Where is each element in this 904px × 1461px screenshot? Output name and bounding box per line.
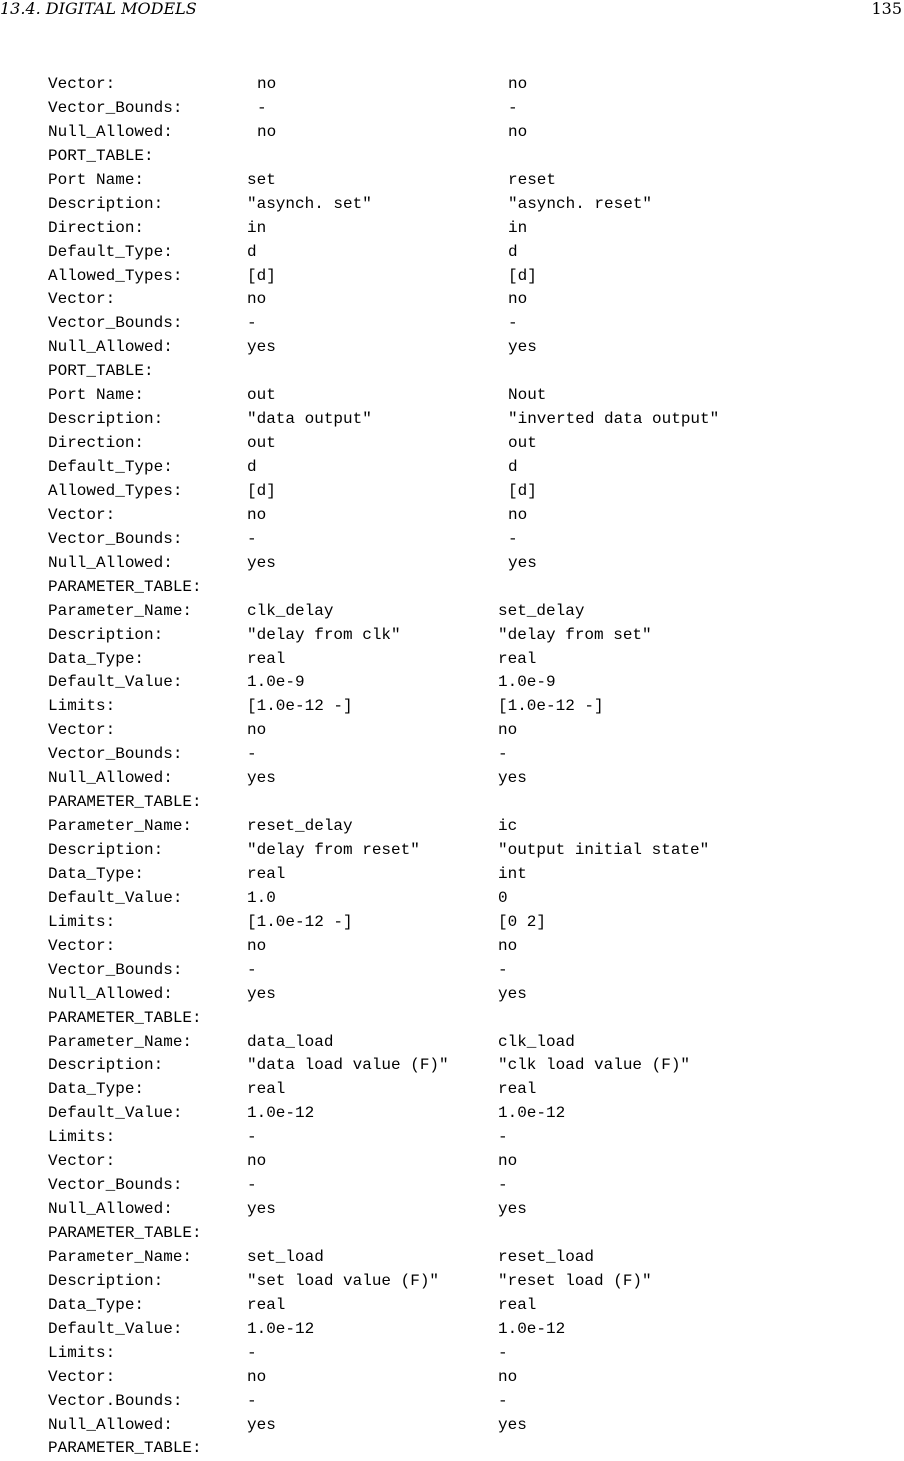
listing-line	[48, 1246, 898, 1270]
field-value-second: ic	[498, 817, 518, 836]
field-key: Vector:	[48, 505, 116, 524]
field-key: PORT_TABLE:	[48, 146, 154, 165]
listing-line	[48, 743, 898, 767]
field-key: Data_Type:	[48, 864, 145, 883]
listing-line	[48, 1007, 898, 1031]
field-key: Null_Allowed:	[48, 984, 173, 1003]
field-key: Vector:	[48, 1367, 116, 1386]
listing-line	[48, 504, 898, 528]
listing-line	[48, 624, 898, 648]
page-number: 135	[871, 0, 902, 18]
field-key: PARAMETER_TABLE:	[48, 577, 202, 596]
listing-line	[48, 241, 898, 265]
field-value-second: yes	[498, 984, 527, 1003]
field-value-first: [1.0e-12 -]	[247, 697, 353, 716]
field-value-second: Nout	[508, 386, 547, 405]
listing-line	[48, 1150, 898, 1174]
listing-line	[48, 288, 898, 312]
listing-line	[48, 408, 898, 432]
field-value-first: 1.0e-12	[247, 1104, 315, 1123]
field-key: PARAMETER_TABLE:	[48, 1439, 202, 1458]
field-value-first: -	[247, 1176, 257, 1195]
field-value-second: no	[508, 75, 528, 93]
field-value-second: "reset load (F)"	[498, 1271, 652, 1290]
listing-line	[48, 959, 898, 983]
field-key: Vector:	[48, 75, 116, 93]
field-key: Limits:	[48, 1343, 116, 1362]
field-value-second: no	[498, 936, 518, 955]
field-value-second: 1.0e-12	[498, 1319, 566, 1338]
field-value-second: no	[498, 1152, 518, 1171]
listing-line	[48, 576, 898, 600]
field-value-second: "output initial state"	[498, 841, 710, 859]
field-key: Data_Type:	[48, 649, 145, 668]
field-value-first: no	[247, 936, 267, 955]
field-value-second: -	[498, 1176, 508, 1195]
field-value-second: yes	[498, 1200, 527, 1219]
listing-line	[48, 1342, 898, 1366]
field-value-second: -	[508, 529, 518, 548]
field-value-second: "asynch. reset"	[508, 194, 653, 213]
field-value-first: no	[247, 290, 267, 309]
listing-line	[48, 767, 898, 791]
field-value-first: clk_delay	[247, 601, 334, 620]
field-value-second: [0 2]	[498, 912, 547, 931]
field-value-first: 1.0	[247, 888, 276, 907]
field-value-second: 1.0e-12	[498, 1104, 566, 1123]
listing-line	[48, 863, 898, 887]
field-key: Parameter_Name:	[48, 817, 193, 836]
field-key: Default_Type:	[48, 458, 173, 476]
field-value-first: reset_delay	[247, 817, 353, 836]
field-value-second: no	[508, 505, 528, 524]
field-value-second: set_delay	[498, 601, 585, 620]
field-value-second: d	[508, 242, 518, 261]
field-value-first: "data load value (F)"	[247, 1056, 449, 1075]
field-key: Default_Value:	[48, 888, 183, 907]
listing-line	[48, 1198, 898, 1222]
field-value-first: no	[257, 75, 277, 93]
listing-line	[48, 1414, 898, 1438]
field-value-first: no	[257, 122, 277, 141]
field-value-second: no	[508, 290, 528, 309]
field-value-first: -	[247, 1343, 257, 1362]
field-value-first: [d]	[247, 481, 276, 500]
field-key: Port Name:	[48, 386, 145, 405]
field-value-first: -	[247, 1128, 257, 1147]
field-value-first: -	[247, 314, 257, 333]
listing-line	[48, 935, 898, 959]
field-key: PARAMETER_TABLE:	[48, 1008, 202, 1027]
field-value-second: yes	[498, 769, 527, 788]
listing-line	[48, 983, 898, 1007]
field-key: Vector_Bounds:	[48, 314, 183, 333]
field-value-first: yes	[247, 1415, 276, 1434]
field-value-second: in	[508, 218, 528, 237]
field-value-second: 1.0e-9	[498, 673, 556, 692]
field-key: Default_Value:	[48, 1104, 183, 1123]
field-key: Description:	[48, 194, 164, 213]
field-value-first: -	[257, 98, 267, 117]
listing-line	[48, 169, 898, 193]
listing-line	[48, 1437, 898, 1461]
field-value-first: no	[247, 721, 267, 740]
listing-line	[48, 456, 898, 480]
field-value-second: no	[508, 122, 528, 141]
field-value-first: real	[247, 1080, 286, 1099]
field-key: PORT_TABLE:	[48, 362, 154, 381]
field-value-first: "delay from reset"	[247, 841, 420, 859]
field-value-second: d	[508, 458, 518, 476]
field-value-second: 0	[498, 888, 508, 907]
listing-line	[48, 911, 898, 935]
field-key: Direction:	[48, 218, 145, 237]
field-value-first: yes	[247, 553, 276, 572]
listing-line	[48, 432, 898, 456]
field-value-second: -	[498, 1343, 508, 1362]
field-value-second: out	[508, 434, 537, 453]
field-key: Vector_Bounds:	[48, 1176, 183, 1195]
field-value-second: yes	[508, 553, 537, 572]
listing-line	[48, 1366, 898, 1390]
listing-line	[48, 360, 898, 384]
field-value-second: -	[498, 745, 508, 764]
field-key: PARAMETER_TABLE:	[48, 793, 202, 812]
field-value-first: real	[247, 864, 286, 883]
field-value-first: yes	[247, 1200, 276, 1219]
listing-line	[48, 1270, 898, 1294]
field-key: Default_Value:	[48, 1319, 183, 1338]
listing-line	[48, 1294, 898, 1318]
field-value-first: "delay from clk"	[247, 625, 401, 644]
field-value-second: no	[498, 721, 518, 740]
listing-line	[48, 1222, 898, 1246]
listing-line	[48, 1390, 898, 1414]
field-key: Allowed_Types:	[48, 266, 183, 285]
listing-line	[48, 121, 898, 145]
field-key: Null_Allowed:	[48, 1415, 173, 1434]
listing-line	[48, 97, 898, 121]
field-key: Description:	[48, 625, 164, 644]
listing-line	[48, 265, 898, 289]
field-key: Vector:	[48, 936, 116, 955]
field-key: Port Name:	[48, 170, 145, 189]
field-value-first: yes	[247, 984, 276, 1003]
field-key: Limits:	[48, 912, 116, 931]
field-key: Direction:	[48, 434, 145, 453]
field-value-first: in	[247, 218, 267, 237]
field-value-second: -	[498, 1391, 508, 1410]
field-value-second: real	[498, 1295, 537, 1314]
field-key: PARAMETER_TABLE:	[48, 1224, 202, 1242]
field-value-second: real	[498, 1080, 537, 1099]
field-value-first: no	[247, 1367, 267, 1386]
field-value-first: d	[247, 458, 257, 476]
listing-line	[48, 193, 898, 217]
field-key: Vector:	[48, 1152, 116, 1171]
field-value-first: [d]	[247, 266, 276, 285]
field-value-second: [d]	[508, 266, 537, 285]
listing-line	[48, 1031, 898, 1055]
field-value-first: data_load	[247, 1032, 334, 1051]
field-value-first: set_load	[247, 1247, 324, 1266]
field-key: Allowed_Types:	[48, 481, 183, 500]
field-value-second: yes	[508, 338, 537, 357]
listing-line	[48, 336, 898, 360]
listing-line	[48, 480, 898, 504]
field-value-second: -	[508, 98, 518, 117]
field-value-second: -	[508, 314, 518, 333]
section-title: 13.4. DIGITAL MODELS	[0, 0, 197, 18]
field-value-first: 1.0e-12	[247, 1319, 315, 1338]
field-key: Limits:	[48, 697, 116, 716]
listing-line	[48, 887, 898, 911]
listing-line	[48, 1174, 898, 1198]
field-key: Vector_Bounds:	[48, 960, 183, 979]
field-value-second: yes	[498, 1415, 527, 1434]
field-value-first: real	[247, 1295, 286, 1314]
field-value-second: "delay from set"	[498, 625, 652, 644]
field-value-first: "asynch. set"	[247, 194, 372, 213]
field-key: Description:	[48, 1056, 164, 1075]
listing-line	[48, 719, 898, 743]
field-key: Data_Type:	[48, 1080, 145, 1099]
listing-line	[48, 1126, 898, 1150]
field-value-first: yes	[247, 769, 276, 788]
field-key: Vector:	[48, 721, 116, 740]
field-key: Null_Allowed:	[48, 1200, 173, 1219]
listing-line	[48, 791, 898, 815]
field-value-first: -	[247, 745, 257, 764]
field-key: Vector_Bounds:	[48, 98, 183, 117]
field-value-first: real	[247, 649, 286, 668]
field-key: Parameter_Name:	[48, 601, 193, 620]
field-value-second: -	[498, 960, 508, 979]
field-value-first: set	[247, 170, 276, 189]
field-key: Null_Allowed:	[48, 338, 173, 357]
field-value-first: d	[247, 242, 257, 261]
field-value-second: reset	[508, 170, 557, 189]
field-value-second: -	[498, 1128, 508, 1147]
field-value-first: [1.0e-12 -]	[247, 912, 353, 931]
field-value-second: no	[498, 1367, 518, 1386]
listing-line	[48, 145, 898, 169]
field-key: Vector.Bounds:	[48, 1391, 183, 1410]
field-value-first: -	[247, 960, 257, 979]
field-value-second: [1.0e-12 -]	[498, 697, 604, 716]
field-value-first: "data output"	[247, 410, 372, 429]
field-value-first: -	[247, 529, 257, 548]
listing-line	[48, 1054, 898, 1078]
listing-line	[48, 217, 898, 241]
field-value-second: real	[498, 649, 537, 668]
code-listing	[48, 73, 898, 1461]
listing-line	[48, 552, 898, 576]
field-key: Limits:	[48, 1128, 116, 1147]
field-value-first: no	[247, 1152, 267, 1171]
field-value-first: no	[247, 505, 267, 524]
field-key: Description:	[48, 410, 164, 429]
field-value-first: -	[247, 1391, 257, 1410]
field-key: Vector_Bounds:	[48, 529, 183, 548]
listing-line	[48, 600, 898, 624]
field-key: Null_Allowed:	[48, 122, 173, 141]
listing-line	[48, 648, 898, 672]
field-value-first: "set load value (F)"	[247, 1271, 440, 1290]
field-key: Vector:	[48, 290, 116, 309]
listing-line	[48, 1318, 898, 1342]
listing-line	[48, 815, 898, 839]
listing-line	[48, 312, 898, 336]
field-value-second: clk_load	[498, 1032, 575, 1051]
field-key: Parameter_Name:	[48, 1032, 193, 1051]
field-value-second: int	[498, 864, 527, 883]
field-key: Description:	[48, 841, 164, 859]
field-key: Default_Type:	[48, 242, 173, 261]
listing-line	[48, 1078, 898, 1102]
field-value-second: [d]	[508, 481, 537, 500]
field-value-first: out	[247, 386, 276, 405]
listing-line	[48, 695, 898, 719]
field-key: Default_Value:	[48, 673, 183, 692]
field-key: Parameter_Name:	[48, 1247, 193, 1266]
field-key: Vector_Bounds:	[48, 745, 183, 764]
field-key: Null_Allowed:	[48, 553, 173, 572]
listing-line	[48, 384, 898, 408]
listing-line	[48, 528, 898, 552]
listing-line	[48, 671, 898, 695]
field-value-first: 1.0e-9	[247, 673, 305, 692]
field-value-first: yes	[247, 338, 276, 357]
field-key: Null_Allowed:	[48, 769, 173, 788]
field-value-second: reset_load	[498, 1247, 595, 1266]
listing-line	[48, 1102, 898, 1126]
running-header	[0, 0, 904, 20]
field-value-first: out	[247, 434, 276, 453]
field-key: Data_Type:	[48, 1295, 145, 1314]
field-value-second: "inverted data output"	[508, 410, 720, 429]
listing-line	[48, 73, 898, 97]
listing-line	[48, 839, 898, 863]
field-key: Description:	[48, 1271, 164, 1290]
field-value-second: "clk load value (F)"	[498, 1056, 691, 1075]
